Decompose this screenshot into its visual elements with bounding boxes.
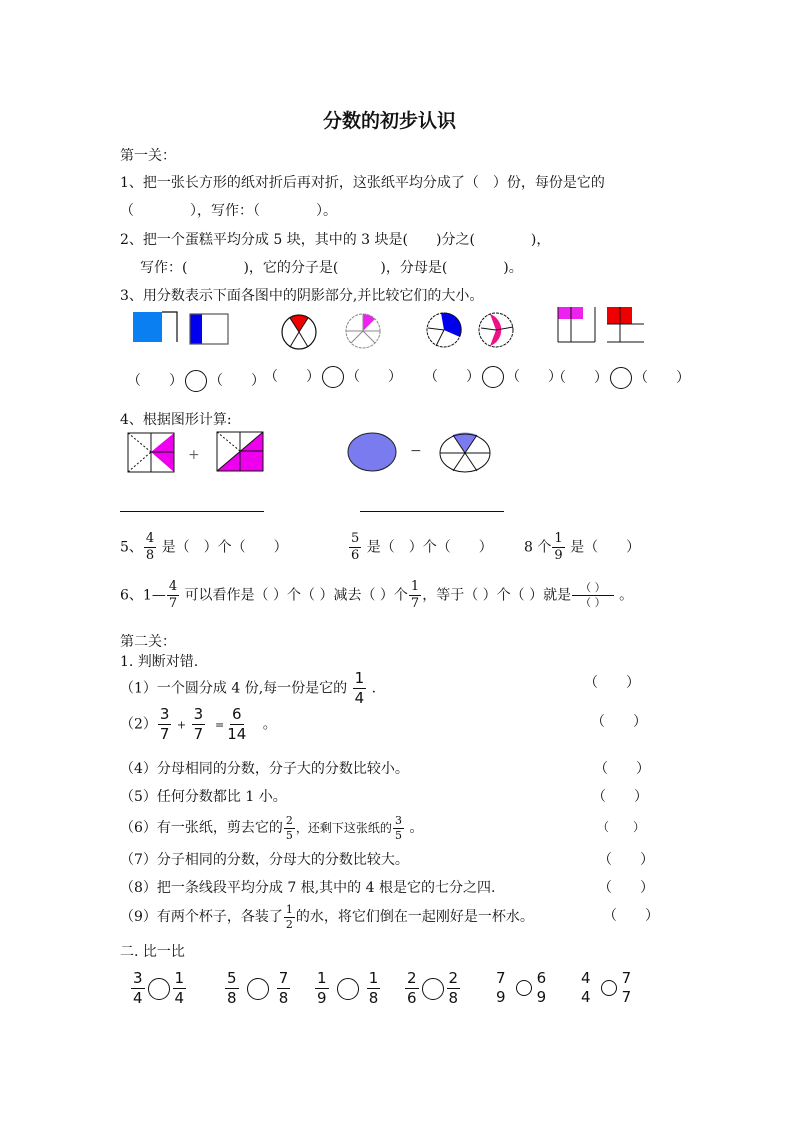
judge-item-5: （5）任何分数都比 1 小。 bbox=[120, 789, 287, 805]
q5-part1: 5、 $\frac{4}{8}$ 是（ ）个（ ） bbox=[120, 531, 288, 563]
judge-answer-7[interactable]: （ ） bbox=[598, 852, 654, 868]
compare-circle[interactable] bbox=[247, 978, 269, 1000]
compare-circle[interactable] bbox=[422, 978, 444, 1000]
fraction: $\frac{1}{9}$ bbox=[554, 531, 563, 563]
fraction: $\frac{6}{14}$ bbox=[227, 705, 247, 743]
fraction: $\frac{1}{4}$ bbox=[354, 669, 365, 707]
q2-line2: 写作：( )，它的分子是( )，分母是( )。 bbox=[140, 260, 523, 276]
answer-blank[interactable]: （ ） bbox=[506, 369, 562, 385]
q3-figure-square-red bbox=[606, 306, 648, 344]
q3-compare-2 bbox=[264, 366, 402, 388]
q3-compare-3 bbox=[424, 366, 562, 388]
fraction: $\frac{3}{7}$ bbox=[159, 705, 170, 743]
fraction: 4 4 bbox=[581, 969, 591, 1006]
q4-answer-line-1[interactable] bbox=[120, 511, 264, 512]
compare-title: 二. 比一比 bbox=[120, 944, 185, 960]
compare-circle[interactable] bbox=[516, 980, 532, 996]
compare-circle[interactable] bbox=[610, 367, 632, 389]
level1-heading: 第一关： bbox=[120, 148, 176, 164]
compare-pair-1 bbox=[130, 970, 187, 1007]
q4-figure-ellipse-sixth bbox=[439, 432, 493, 474]
fraction: $\frac{1}{7}$ bbox=[410, 579, 420, 611]
judge-answer-1[interactable]: （ ） bbox=[584, 675, 640, 691]
fraction: $\frac{4}{8}$ bbox=[145, 531, 155, 563]
fraction: 7 7 bbox=[621, 969, 632, 1006]
judge-answer-8[interactable]: （ ） bbox=[598, 880, 654, 896]
answer-blank[interactable]: （ ） bbox=[264, 369, 320, 385]
fraction: $\frac{2}{8}$ bbox=[448, 969, 459, 1007]
q3-figure-circle-red bbox=[281, 314, 321, 350]
compare-pair-4 bbox=[404, 970, 461, 1007]
q3-figure-circle-pink bbox=[478, 312, 518, 350]
q6: 6、1— $\frac{4}{7}$ 可以看作是（ ）个（ ）减去（ ）个 $\frac{1}{7}$ ，等于（ ）个（ ）就是 $\frac{( )}{( )}$ 。 bbox=[120, 579, 634, 611]
answer-fraction[interactable]: $\frac{( )}{( )}$ bbox=[572, 582, 614, 609]
judge-item-8: （8）把一条线段平均分成 7 根,其中的 4 根是它的七分之四. bbox=[120, 880, 496, 896]
judge-answer-5[interactable]: （ ） bbox=[592, 789, 648, 805]
fraction: $\frac{3}{4}$ bbox=[133, 969, 143, 1007]
compare-pair-5 bbox=[493, 970, 549, 1006]
fraction: $\frac{4}{7}$ bbox=[168, 579, 178, 611]
q4-figure-square-a bbox=[127, 432, 177, 474]
fraction: $\frac{1}{9}$ bbox=[317, 969, 327, 1007]
compare-pair-2 bbox=[224, 970, 291, 1007]
compare-circle[interactable] bbox=[601, 980, 617, 996]
fraction: $\frac{3}{7}$ bbox=[193, 705, 204, 743]
judge-answer-6[interactable]: （ ） bbox=[597, 820, 646, 834]
q3-figure-rect-half bbox=[133, 312, 179, 344]
fraction: $\frac{1}{4}$ bbox=[174, 969, 185, 1007]
answer-blank[interactable]: （ ） bbox=[346, 369, 402, 385]
compare-circle[interactable] bbox=[185, 370, 207, 392]
q4-figure-ellipse-full bbox=[347, 432, 399, 474]
fraction: 6 9 bbox=[536, 969, 547, 1006]
q3-figure-square-magenta bbox=[557, 306, 599, 344]
q2-line1: 2、把一个蛋糕平均分成 5 块，其中的 3 块是( )分之( )， bbox=[120, 232, 551, 248]
fraction: $\frac{2}{6}$ bbox=[407, 969, 417, 1007]
fraction: $\frac{7}{8}$ bbox=[278, 969, 289, 1007]
q3-figure-rect-third bbox=[189, 313, 231, 347]
fraction: $\frac{1}{2}$ bbox=[285, 902, 293, 931]
judge-item-6: （6）有一张纸，剪去它的 $\frac{2}{5}$ ，还剩下这张纸的 $\frac{3}{5}$ 。 bbox=[120, 813, 424, 842]
judge-item-2: （2） $\frac{3}{7}$ + $\frac{3}{7}$ = $\frac{6}{14}$ 。 bbox=[120, 705, 277, 743]
q4-answer-line-2[interactable] bbox=[360, 511, 504, 512]
judge-answer-4[interactable]: （ ） bbox=[594, 761, 650, 777]
answer-blank[interactable]: （ ） bbox=[552, 370, 608, 386]
q4-minus: − bbox=[410, 443, 422, 459]
q3-compare-4 bbox=[552, 367, 690, 389]
q3-figure-circle-blue bbox=[426, 312, 466, 350]
compare-circle[interactable] bbox=[322, 366, 344, 388]
answer-blank[interactable]: （ ） bbox=[209, 373, 265, 389]
fraction: 7 9 bbox=[496, 969, 506, 1006]
judge-item-1: （1）一个圆分成 4 份,每一份是它的 $\frac{1}{4}$ . bbox=[120, 669, 377, 707]
judge-item-4: （4）分母相同的分数，分子大的分数比较小。 bbox=[120, 761, 409, 777]
fraction: $\frac{5}{6}$ bbox=[351, 531, 360, 563]
fraction: $\frac{5}{8}$ bbox=[227, 969, 237, 1007]
compare-circle[interactable] bbox=[482, 366, 504, 388]
answer-blank[interactable]: （ ） bbox=[634, 370, 690, 386]
q4-plus: + bbox=[188, 447, 200, 463]
fraction: $\frac{1}{8}$ bbox=[368, 969, 379, 1007]
compare-pair-3 bbox=[314, 970, 381, 1007]
compare-circle[interactable] bbox=[148, 978, 170, 1000]
compare-circle[interactable] bbox=[337, 978, 359, 1000]
judge-item-7: （7）分子相同的分数，分母大的分数比较大。 bbox=[120, 852, 409, 868]
q3-text: 3、用分数表示下面各图中的阴影部分,并比较它们的大小。 bbox=[120, 288, 484, 304]
judge-answer-9[interactable]: （ ） bbox=[603, 908, 659, 924]
q3-compare-1 bbox=[127, 370, 265, 392]
fraction: $\frac{2}{5}$ bbox=[285, 813, 293, 842]
judge-item-9: （9）有两个杯子，各装了 $\frac{1}{2}$ 的水，将它们倒在一起刚好是一杯水。 bbox=[120, 902, 534, 931]
q4-text: 4、根据图形计算: bbox=[120, 412, 232, 428]
judge-answer-2[interactable]: （ ） bbox=[591, 714, 647, 730]
q5-part3: 8 个 $\frac{1}{9}$ 是（ ） bbox=[524, 531, 641, 563]
q5-part2: $\frac{5}{6}$ 是（ ）个（ ） bbox=[351, 531, 493, 563]
q1-line2: （ ），写作：（ ）。 bbox=[120, 203, 337, 219]
level2-heading: 第二关： bbox=[120, 634, 176, 650]
compare-pair-6 bbox=[578, 970, 634, 1006]
answer-blank[interactable]: （ ） bbox=[424, 369, 480, 385]
judge-title: 1. 判断对错. bbox=[120, 654, 199, 670]
page-title: 分数的初步认识 bbox=[323, 110, 457, 132]
q1-line1: 1、把一张长方形的纸对折后再对折，这张纸平均分成了（ ）份，每份是它的 bbox=[120, 175, 605, 191]
fraction: $\frac{3}{5}$ bbox=[394, 813, 402, 842]
q3-figure-circle-magenta bbox=[345, 313, 385, 349]
answer-blank[interactable]: （ ） bbox=[127, 373, 183, 389]
q4-figure-square-b bbox=[216, 431, 266, 473]
